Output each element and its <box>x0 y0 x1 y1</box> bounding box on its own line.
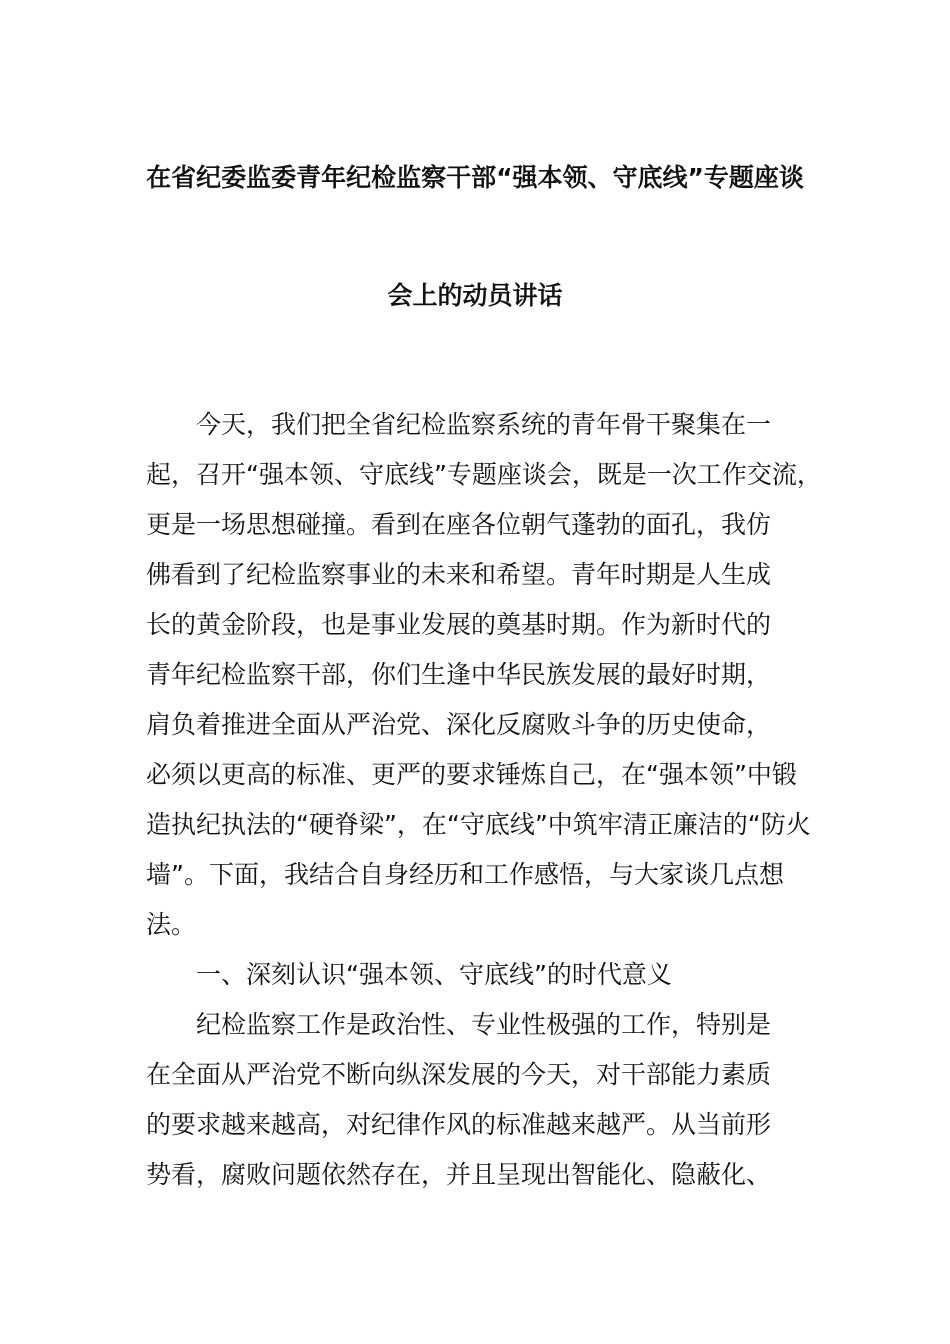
paragraph-line: 造执纪执法的“硬脊梁”，在“守底线”中筑牢清正廉洁的“防火 <box>146 810 811 839</box>
document-title-line-1: 在省纪委监委青年纪检监察干部“强本领、守底线”专题座谈 <box>146 163 804 192</box>
paragraph-line: 青年纪检监察干部，你们生逢中华民族发展的最好时期， <box>146 660 772 689</box>
section-heading: 一、深刻认识“强本领、守底线”的时代意义 <box>196 960 672 989</box>
paragraph-line: 长的黄金阶段，也是事业发展的奠基时期。作为新时代的 <box>146 610 772 639</box>
paragraph-line: 的要求越来越高，对纪律作风的标准越来越严。从当前形 <box>146 1110 772 1139</box>
paragraph-line: 在全面从严治党不断向纵深发展的今天，对干部能力素质 <box>146 1060 772 1089</box>
document-body <box>146 400 826 1200</box>
document-title-line-2: 会上的动员讲话 <box>387 281 563 310</box>
paragraph-line: 佛看到了纪检监察事业的未来和希望。青年时期是人生成 <box>146 560 772 589</box>
paragraph-line: 纪检监察工作是政治性、专业性极强的工作，特别是 <box>196 1010 772 1039</box>
paragraph-line: 法。 <box>146 910 197 939</box>
paragraph-line: 势看，腐败问题依然存在，并且呈现出智能化、隐蔽化、 <box>146 1160 772 1189</box>
paragraph-line: 更是一场思想碰撞。看到在座各位朝气蓬勃的面孔，我仿 <box>146 510 772 539</box>
paragraph-line: 肩负着推进全面从严治党、深化反腐败斗争的历史使命， <box>146 710 772 739</box>
paragraph-line: 今天，我们把全省纪检监察系统的青年骨干聚集在一 <box>196 410 772 439</box>
paragraph-line: 墙”。下面，我结合自身经历和工作感悟，与大家谈几点想 <box>146 860 784 889</box>
paragraph-line: 起，召开“强本领、守底线”专题座谈会，既是一次工作交流， <box>146 460 822 489</box>
paragraph-line: 必须以更高的标准、更严的要求锤炼自己，在“强本领”中锻 <box>146 760 797 789</box>
